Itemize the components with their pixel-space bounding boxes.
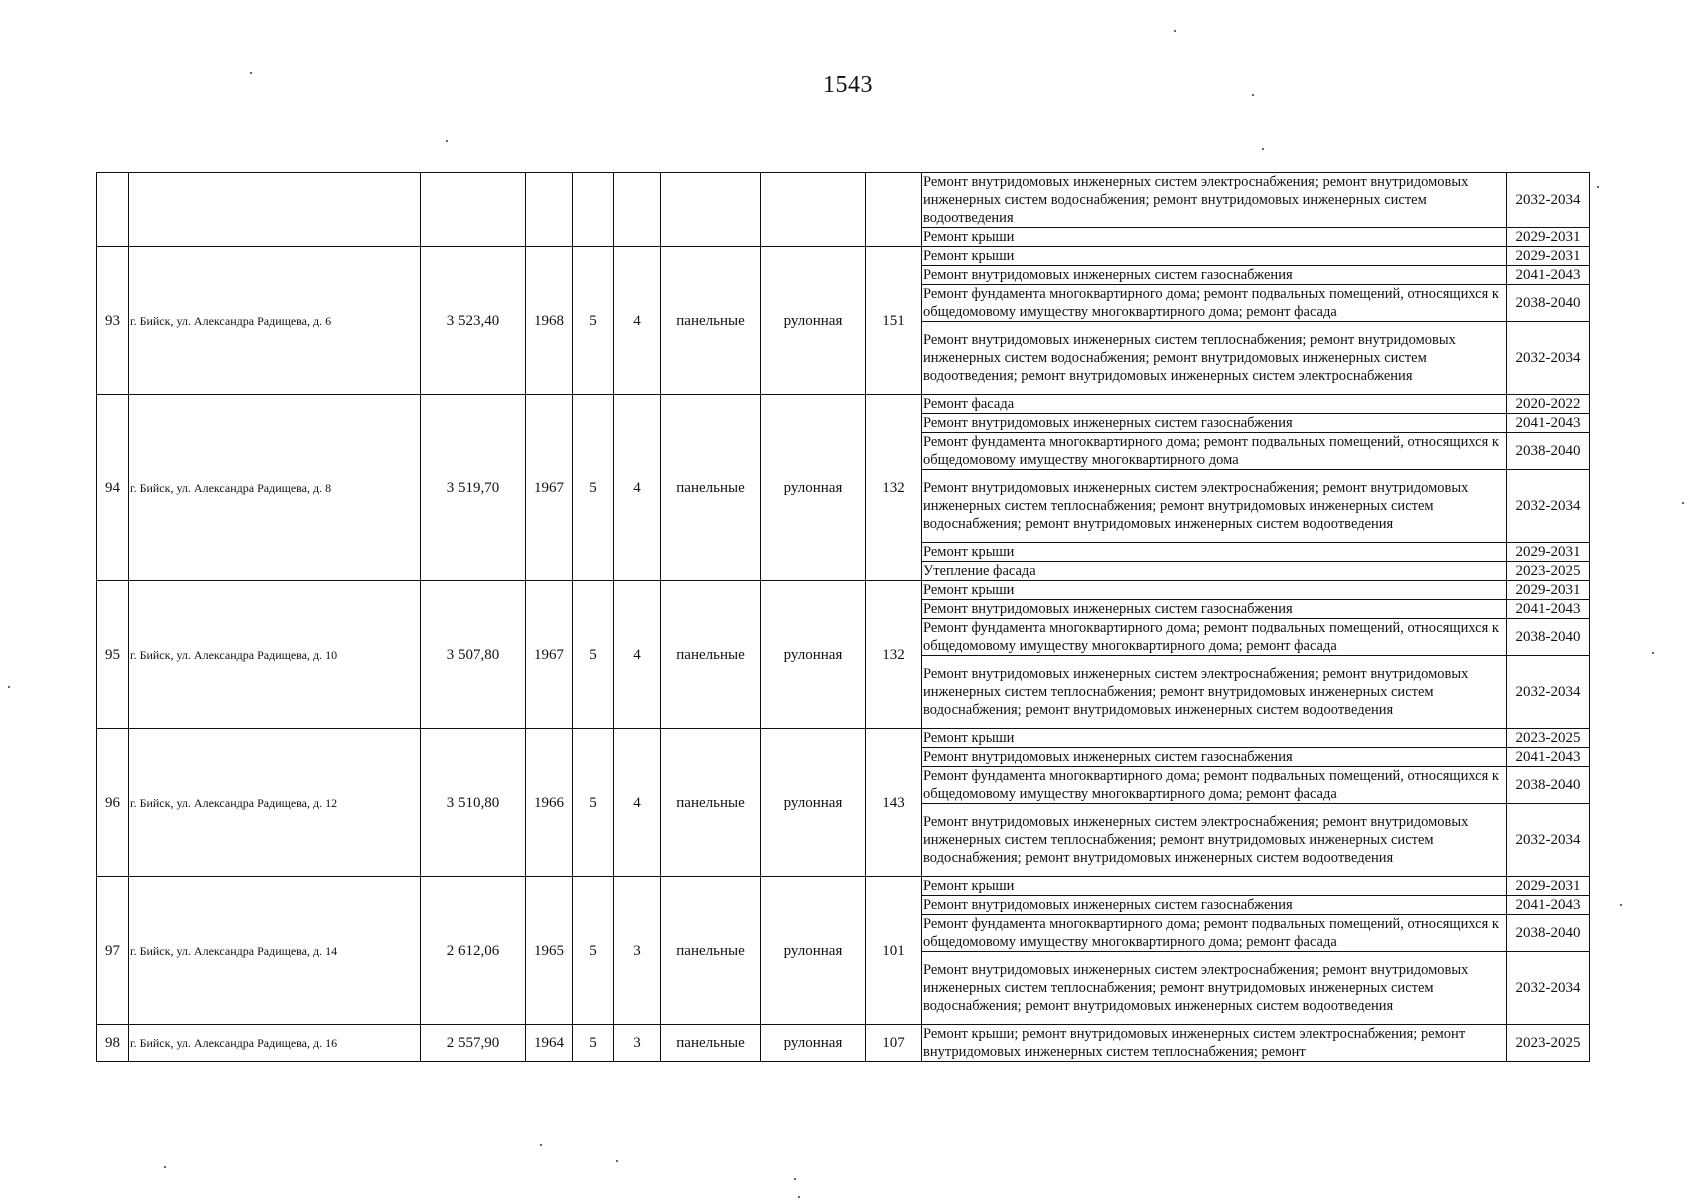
house-address: г. Бийск, ул. Александра Радищева, д. 16 bbox=[129, 1025, 421, 1062]
repair-work-type: Утепление фасада bbox=[922, 562, 1507, 581]
row-number: 97 bbox=[97, 877, 129, 1025]
repair-period: 2032-2034 bbox=[1507, 470, 1590, 543]
house-address: г. Бийск, ул. Александра Радищева, д. 14 bbox=[129, 877, 421, 1025]
house-address: г. Бийск, ул. Александра Радищева, д. 10 bbox=[129, 581, 421, 729]
entrances-count: 4 bbox=[614, 395, 661, 581]
repair-period: 2029-2031 bbox=[1507, 543, 1590, 562]
repair-work-type: Ремонт внутридомовых инженерных систем газоснабжения bbox=[922, 266, 1507, 285]
repair-period: 2032-2034 bbox=[1507, 952, 1590, 1025]
entrances-count: 4 bbox=[614, 729, 661, 877]
repair-work-type: Ремонт внутридомовых инженерных систем электроснабжения; ремонт внутридомовых инженерных систем теплоснабжения; ремонт внутридомовых инженерных систем водоснабжения; ремонт внутридомовых инженерных систем водоотведения bbox=[922, 470, 1507, 543]
repair-work-type: Ремонт внутридомовых инженерных систем электроснабжения; ремонт внутридомовых инженерных систем водоснабжения; ремонт внутридомовых инженерных систем водоотведения bbox=[922, 173, 1507, 228]
entrances-count: 4 bbox=[614, 247, 661, 395]
repair-period: 2032-2034 bbox=[1507, 656, 1590, 729]
build-year: 1968 bbox=[526, 247, 573, 395]
repair-period: 2029-2031 bbox=[1507, 877, 1590, 896]
roof-type: рулонная bbox=[761, 877, 866, 1025]
repair-work-type: Ремонт крыши bbox=[922, 877, 1507, 896]
table-row bbox=[97, 729, 1590, 748]
repair-period: 2023-2025 bbox=[1507, 562, 1590, 581]
build-year: 1965 bbox=[526, 877, 573, 1025]
repair-work-type: Ремонт фундамента многоквартирного дома; ремонт подвальных помещений, относящихся к общедомовому имуществу многоквартирного дома; ремонт фасада bbox=[922, 915, 1507, 952]
repair-period: 2038-2040 bbox=[1507, 915, 1590, 952]
repair-work-type: Ремонт крыши bbox=[922, 228, 1507, 247]
roof-type: рулонная bbox=[761, 1025, 866, 1062]
repair-period: 2041-2043 bbox=[1507, 414, 1590, 433]
repair-work-type: Ремонт внутридомовых инженерных систем газоснабжения bbox=[922, 414, 1507, 433]
build-year: 1964 bbox=[526, 1025, 573, 1062]
roof-type: рулонная bbox=[761, 581, 866, 729]
entrances-count: 4 bbox=[614, 581, 661, 729]
repair-period: 2029-2031 bbox=[1507, 581, 1590, 600]
table-row bbox=[97, 877, 1590, 896]
apartments-count: 132 bbox=[866, 395, 922, 581]
repair-period: 2020-2022 bbox=[1507, 395, 1590, 414]
wall-material bbox=[661, 173, 761, 247]
repair-period: 2029-2031 bbox=[1507, 228, 1590, 247]
build-year: 1967 bbox=[526, 395, 573, 581]
apartments-count: 143 bbox=[866, 729, 922, 877]
wall-material: панельные bbox=[661, 877, 761, 1025]
entrances-count bbox=[614, 173, 661, 247]
row-number: 98 bbox=[97, 1025, 129, 1062]
repair-period: 2032-2034 bbox=[1507, 173, 1590, 228]
repair-period: 2041-2043 bbox=[1507, 896, 1590, 915]
row-number: 95 bbox=[97, 581, 129, 729]
wall-material: панельные bbox=[661, 395, 761, 581]
entrances-count: 3 bbox=[614, 1025, 661, 1062]
table-row bbox=[97, 173, 1590, 228]
total-area: 3 523,40 bbox=[421, 247, 526, 395]
repair-work-type: Ремонт внутридомовых инженерных систем электроснабжения; ремонт внутридомовых инженерных систем теплоснабжения; ремонт внутридомовых инженерных систем водоснабжения; ремонт внутридомовых инженерных систем водоотведения bbox=[922, 952, 1507, 1025]
repair-period: 2032-2034 bbox=[1507, 804, 1590, 877]
house-address bbox=[129, 173, 421, 247]
floors-count bbox=[573, 173, 614, 247]
repair-work-type: Ремонт крыши bbox=[922, 729, 1507, 748]
repair-work-type: Ремонт внутридомовых инженерных систем теплоснабжения; ремонт внутридомовых инженерных систем водоснабжения; ремонт внутридомовых инженерных систем водоотведения; ремонт внутридомовых инженерных систем электроснабжения bbox=[922, 322, 1507, 395]
repair-work-type: Ремонт крыши; ремонт внутридомовых инженерных систем электроснабжения; ремонт внутридомовых инженерных систем теплоснабжения; ремонт bbox=[922, 1025, 1507, 1062]
repair-work-type: Ремонт фундамента многоквартирного дома; ремонт подвальных помещений, относящихся к общедомовому имуществу многоквартирного дома; ремонт фасада bbox=[922, 285, 1507, 322]
repair-period: 2041-2043 bbox=[1507, 266, 1590, 285]
roof-type: рулонная bbox=[761, 247, 866, 395]
repair-work-type: Ремонт фасада bbox=[922, 395, 1507, 414]
entrances-count: 3 bbox=[614, 877, 661, 1025]
table-row bbox=[97, 1025, 1590, 1062]
repair-work-type: Ремонт крыши bbox=[922, 543, 1507, 562]
house-address: г. Бийск, ул. Александра Радищева, д. 8 bbox=[129, 395, 421, 581]
build-year bbox=[526, 173, 573, 247]
total-area: 2 612,06 bbox=[421, 877, 526, 1025]
total-area: 2 557,90 bbox=[421, 1025, 526, 1062]
total-area: 3 519,70 bbox=[421, 395, 526, 581]
wall-material: панельные bbox=[661, 581, 761, 729]
roof-type: рулонная bbox=[761, 395, 866, 581]
repair-period: 2038-2040 bbox=[1507, 767, 1590, 804]
build-year: 1967 bbox=[526, 581, 573, 729]
total-area bbox=[421, 173, 526, 247]
wall-material: панельные bbox=[661, 247, 761, 395]
repair-period: 2041-2043 bbox=[1507, 748, 1590, 767]
row-number: 93 bbox=[97, 247, 129, 395]
floors-count: 5 bbox=[573, 247, 614, 395]
repair-period: 2041-2043 bbox=[1507, 600, 1590, 619]
total-area: 3 510,80 bbox=[421, 729, 526, 877]
repair-period: 2023-2025 bbox=[1507, 1025, 1590, 1062]
roof-type: рулонная bbox=[761, 729, 866, 877]
repair-work-type: Ремонт фундамента многоквартирного дома; ремонт подвальных помещений, относящихся к общедомовому имуществу многоквартирного дома; ремонт фасада bbox=[922, 767, 1507, 804]
repair-work-type: Ремонт крыши bbox=[922, 581, 1507, 600]
floors-count: 5 bbox=[573, 729, 614, 877]
repair-work-type: Ремонт фундамента многоквартирного дома; ремонт подвальных помещений, относящихся к общедомовому имуществу многоквартирного дома; ремонт фасада bbox=[922, 619, 1507, 656]
house-address: г. Бийск, ул. Александра Радищева, д. 6 bbox=[129, 247, 421, 395]
house-address: г. Бийск, ул. Александра Радищева, д. 12 bbox=[129, 729, 421, 877]
apartments-count: 132 bbox=[866, 581, 922, 729]
repair-work-type: Ремонт внутридомовых инженерных систем газоснабжения bbox=[922, 896, 1507, 915]
row-number bbox=[97, 173, 129, 247]
wall-material: панельные bbox=[661, 729, 761, 877]
build-year: 1966 bbox=[526, 729, 573, 877]
table-row bbox=[97, 581, 1590, 600]
repair-work-type: Ремонт внутридомовых инженерных систем газоснабжения bbox=[922, 748, 1507, 767]
repair-period: 2029-2031 bbox=[1507, 247, 1590, 266]
apartments-count: 101 bbox=[866, 877, 922, 1025]
repair-period: 2038-2040 bbox=[1507, 285, 1590, 322]
repair-work-type: Ремонт крыши bbox=[922, 247, 1507, 266]
row-number: 94 bbox=[97, 395, 129, 581]
wall-material: панельные bbox=[661, 1025, 761, 1062]
floors-count: 5 bbox=[573, 1025, 614, 1062]
housing-repair-table bbox=[96, 172, 1590, 1062]
repair-period: 2032-2034 bbox=[1507, 322, 1590, 395]
repair-work-type: Ремонт внутридомовых инженерных систем газоснабжения bbox=[922, 600, 1507, 619]
apartments-count bbox=[866, 173, 922, 247]
row-number: 96 bbox=[97, 729, 129, 877]
repair-work-type: Ремонт фундамента многоквартирного дома; ремонт подвальных помещений, относящихся к общедомовому имуществу многоквартирного дома bbox=[922, 433, 1507, 470]
table-row bbox=[97, 395, 1590, 414]
apartments-count: 107 bbox=[866, 1025, 922, 1062]
repair-work-type: Ремонт внутридомовых инженерных систем электроснабжения; ремонт внутридомовых инженерных систем теплоснабжения; ремонт внутридомовых инженерных систем водоснабжения; ремонт внутридомовых инженерных систем водоотведения bbox=[922, 656, 1507, 729]
floors-count: 5 bbox=[573, 877, 614, 1025]
total-area: 3 507,80 bbox=[421, 581, 526, 729]
floors-count: 5 bbox=[573, 395, 614, 581]
repair-period: 2038-2040 bbox=[1507, 433, 1590, 470]
repair-period: 2038-2040 bbox=[1507, 619, 1590, 656]
page-number: 1543 bbox=[823, 72, 873, 98]
floors-count: 5 bbox=[573, 581, 614, 729]
apartments-count: 151 bbox=[866, 247, 922, 395]
repair-period: 2023-2025 bbox=[1507, 729, 1590, 748]
roof-type bbox=[761, 173, 866, 247]
table-row bbox=[97, 247, 1590, 266]
repair-work-type: Ремонт внутридомовых инженерных систем электроснабжения; ремонт внутридомовых инженерных систем теплоснабжения; ремонт внутридомовых инженерных систем водоснабжения; ремонт внутридомовых инженерных систем водоотведения bbox=[922, 804, 1507, 877]
